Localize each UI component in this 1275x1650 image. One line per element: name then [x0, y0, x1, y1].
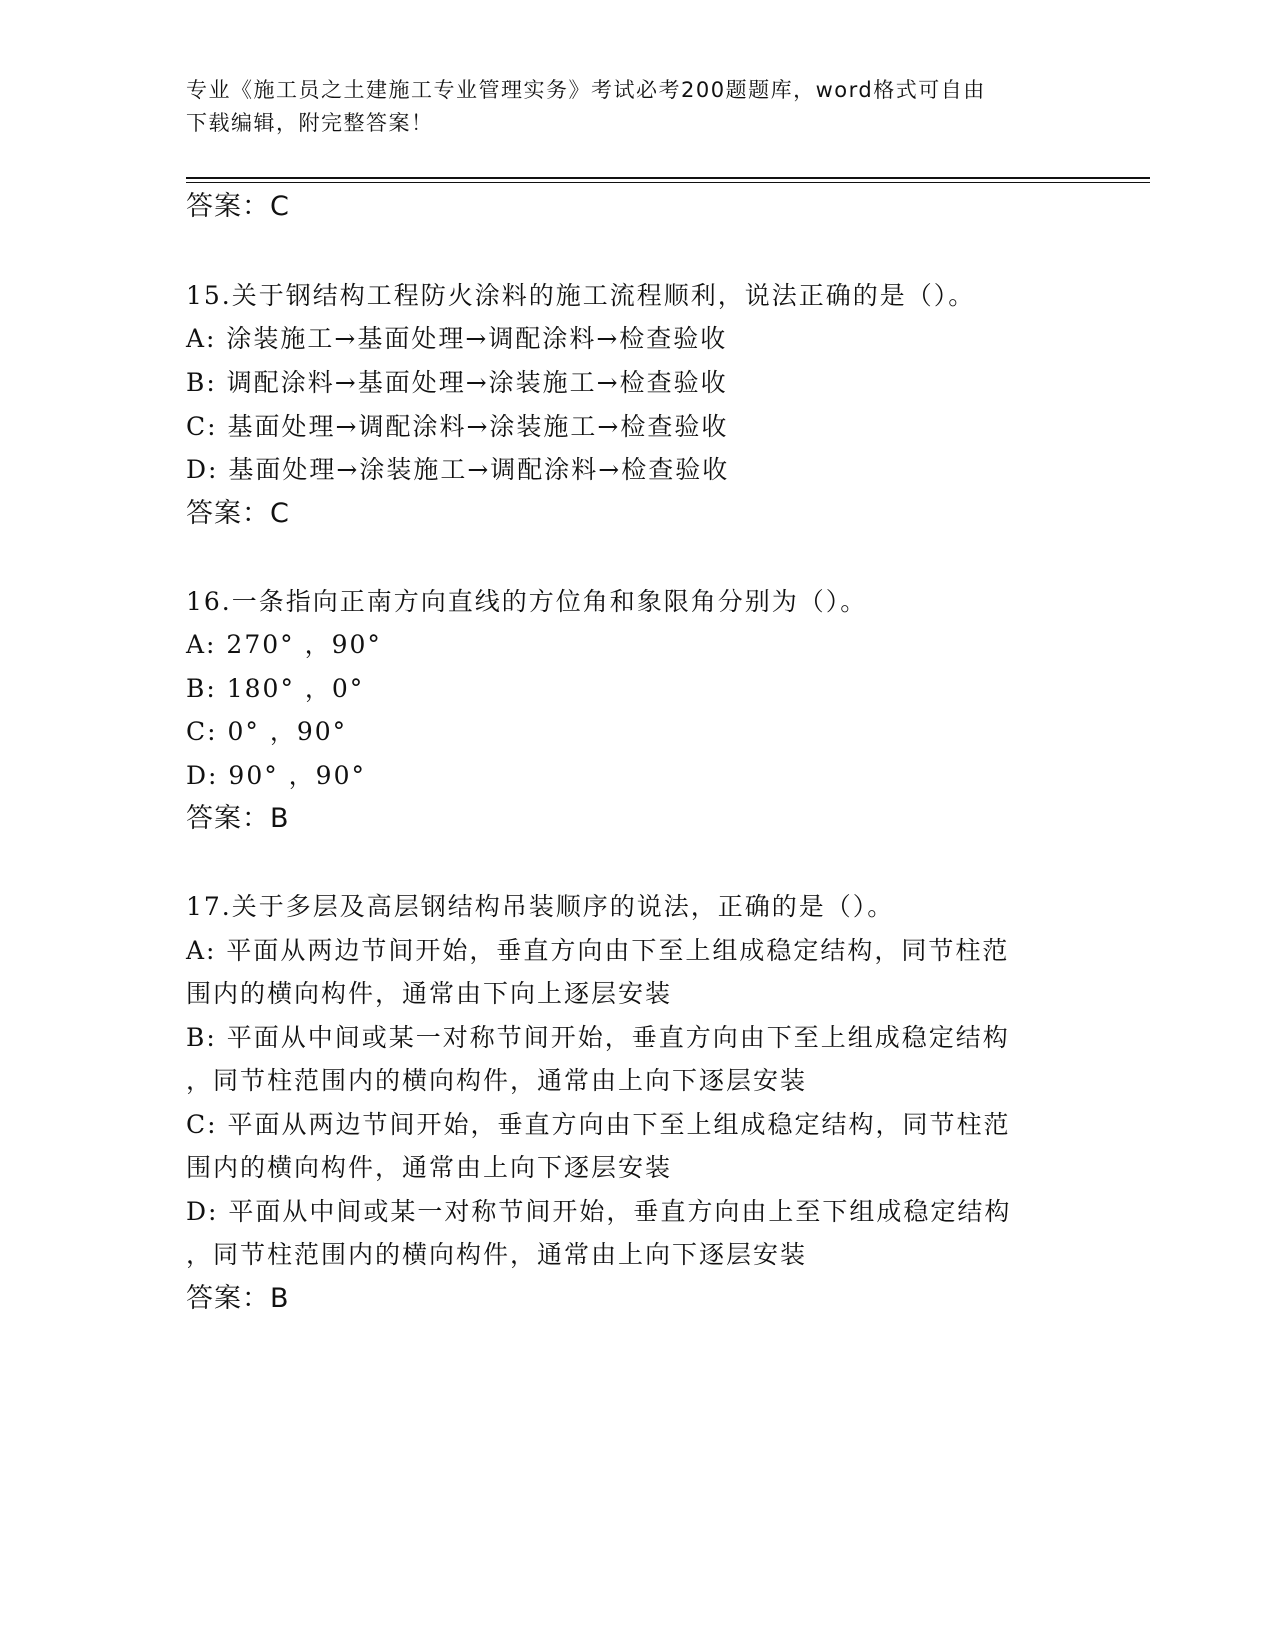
- option-b: B: 180° ，0°: [186, 674, 365, 703]
- option-b: B: 调配涂料→基面处理→涂装施工→检查验收: [186, 368, 728, 397]
- option-d-continued: ，同节柱范围内的横向构件，通常由上向下逐层安装: [186, 1240, 808, 1269]
- header-divider-thin: [186, 182, 1150, 183]
- answer-label: 答案：C: [186, 191, 290, 222]
- option-c: C: 基面处理→调配涂料→涂装施工→检查验收: [186, 412, 729, 441]
- question-stem: 16.一条指向正南方向直线的方位角和象限角分别为（）。: [186, 587, 868, 616]
- option-a: A: 270° ，90°: [186, 630, 382, 659]
- option-b-continued: ，同节柱范围内的横向构件，通常由上向下逐层安装: [186, 1066, 808, 1095]
- header-divider-thick: [186, 177, 1150, 179]
- option-a: A: 平面从两边节间开始，垂直方向由下至上组成稳定结构，同节柱范: [186, 936, 1010, 965]
- header-line-1: 专业《施工员之土建施工专业管理实务》考试必考200题题库，word格式可自由: [186, 78, 986, 102]
- option-a: A: 涂装施工→基面处理→调配涂料→检查验收: [186, 324, 728, 353]
- option-d: D: 90° ，90°: [186, 761, 366, 790]
- option-d: D: 基面处理→涂装施工→调配涂料→检查验收: [186, 455, 730, 484]
- answer-label: 答案：B: [186, 803, 290, 834]
- option-c-continued: 围内的横向构件，通常由上向下逐层安装: [186, 1153, 673, 1182]
- option-d: D: 平面从中间或某一对称节间开始，垂直方向由上至下组成稳定结构: [186, 1197, 1012, 1226]
- document-header: [186, 74, 1066, 140]
- question-stem: 17.关于多层及高层钢结构吊装顺序的说法，正确的是（）。: [186, 892, 895, 921]
- option-b: B: 平面从中间或某一对称节间开始，垂直方向由下至上组成稳定结构: [186, 1023, 1010, 1052]
- option-a-continued: 围内的横向构件，通常由下向上逐层安装: [186, 979, 673, 1008]
- header-line-2: 下载编辑，附完整答案！: [186, 111, 434, 135]
- option-c: C: 0° ，90°: [186, 717, 348, 746]
- option-c: C: 平面从两边节间开始，垂直方向由下至上组成稳定结构，同节柱范: [186, 1110, 1011, 1139]
- question-stem: 15.关于钢结构工程防火涂料的施工流程顺利，说法正确的是（）。: [186, 281, 976, 310]
- answer-label: 答案：B: [186, 1283, 290, 1314]
- answer-label: 答案：C: [186, 498, 290, 529]
